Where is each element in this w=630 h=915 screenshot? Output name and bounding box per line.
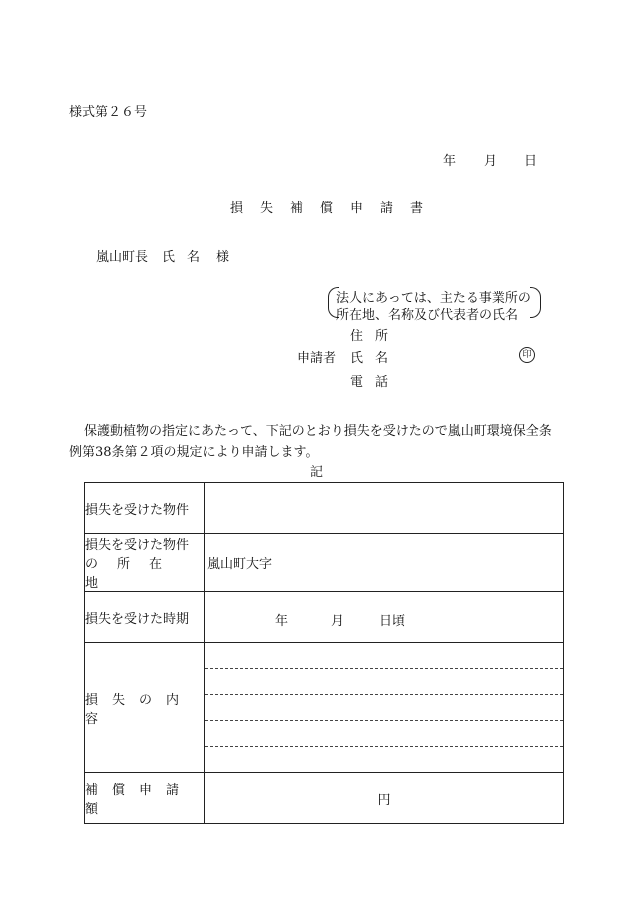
row3-year: 年: [275, 614, 289, 629]
row2-label: [85, 534, 205, 592]
table-row: [85, 773, 564, 824]
body-text-line2: 例第38条第２項の規定により申請します。: [69, 445, 319, 460]
ki-heading: 記: [310, 465, 324, 480]
dashed-line: [205, 746, 563, 747]
addressee-shimei: 氏名: [162, 250, 213, 265]
right-bracket: [530, 287, 541, 318]
table-row: [85, 483, 564, 534]
corp-note-line1: 法人にあっては、主たる事業所の: [336, 291, 531, 306]
row1-label: 損失を受けた物件: [85, 483, 205, 534]
date-month: 月: [484, 154, 498, 169]
row3-day: 日頃: [379, 614, 406, 629]
row2-label-line2: の所在地: [85, 557, 182, 591]
table-row: [85, 592, 564, 643]
body-text-line1: 保護動植物の指定にあたって、下記のとおり損失を受けたので嵐山町環境保全条: [84, 424, 552, 439]
row2-value[interactable]: 嵐山町大字: [205, 534, 564, 592]
dashed-line: [205, 694, 563, 695]
date-year: 年: [443, 154, 457, 169]
row5-label: 補償申請額: [85, 773, 205, 824]
table-row: [85, 643, 564, 773]
row4-value[interactable]: [205, 643, 564, 773]
addressee-suffix: 様: [216, 250, 230, 265]
table-row: [85, 534, 564, 592]
addressee-name: 嵐山町長: [96, 250, 149, 265]
corp-note-line2: 所在地、名称及び代表者の氏名: [336, 308, 519, 323]
row3-month: 月: [331, 614, 345, 629]
form-number: 様式第２６号: [69, 105, 148, 120]
seal-mark-icon: 印: [519, 347, 535, 363]
row4-label: 損失の内容: [85, 643, 205, 773]
row2-label-line1: 損失を受けた物件: [85, 538, 190, 553]
applicant-phone-label: 電話: [350, 375, 401, 390]
content-lines: [205, 643, 563, 772]
row3-value[interactable]: [205, 592, 564, 643]
row3-label: 損失を受けた時期: [85, 592, 205, 643]
applicant-name-label: 氏名: [350, 351, 401, 366]
row5-unit: 円: [377, 792, 391, 808]
row5-value[interactable]: [205, 773, 564, 824]
dashed-line: [205, 720, 563, 721]
application-table: [84, 482, 564, 824]
applicant-label: 申請者: [297, 351, 337, 366]
row1-value[interactable]: [205, 483, 564, 534]
date-day: 日: [524, 154, 538, 169]
document-title: 損失補償申請書: [230, 201, 441, 216]
applicant-address-label: 住所: [350, 329, 401, 344]
dashed-line: [205, 668, 563, 669]
